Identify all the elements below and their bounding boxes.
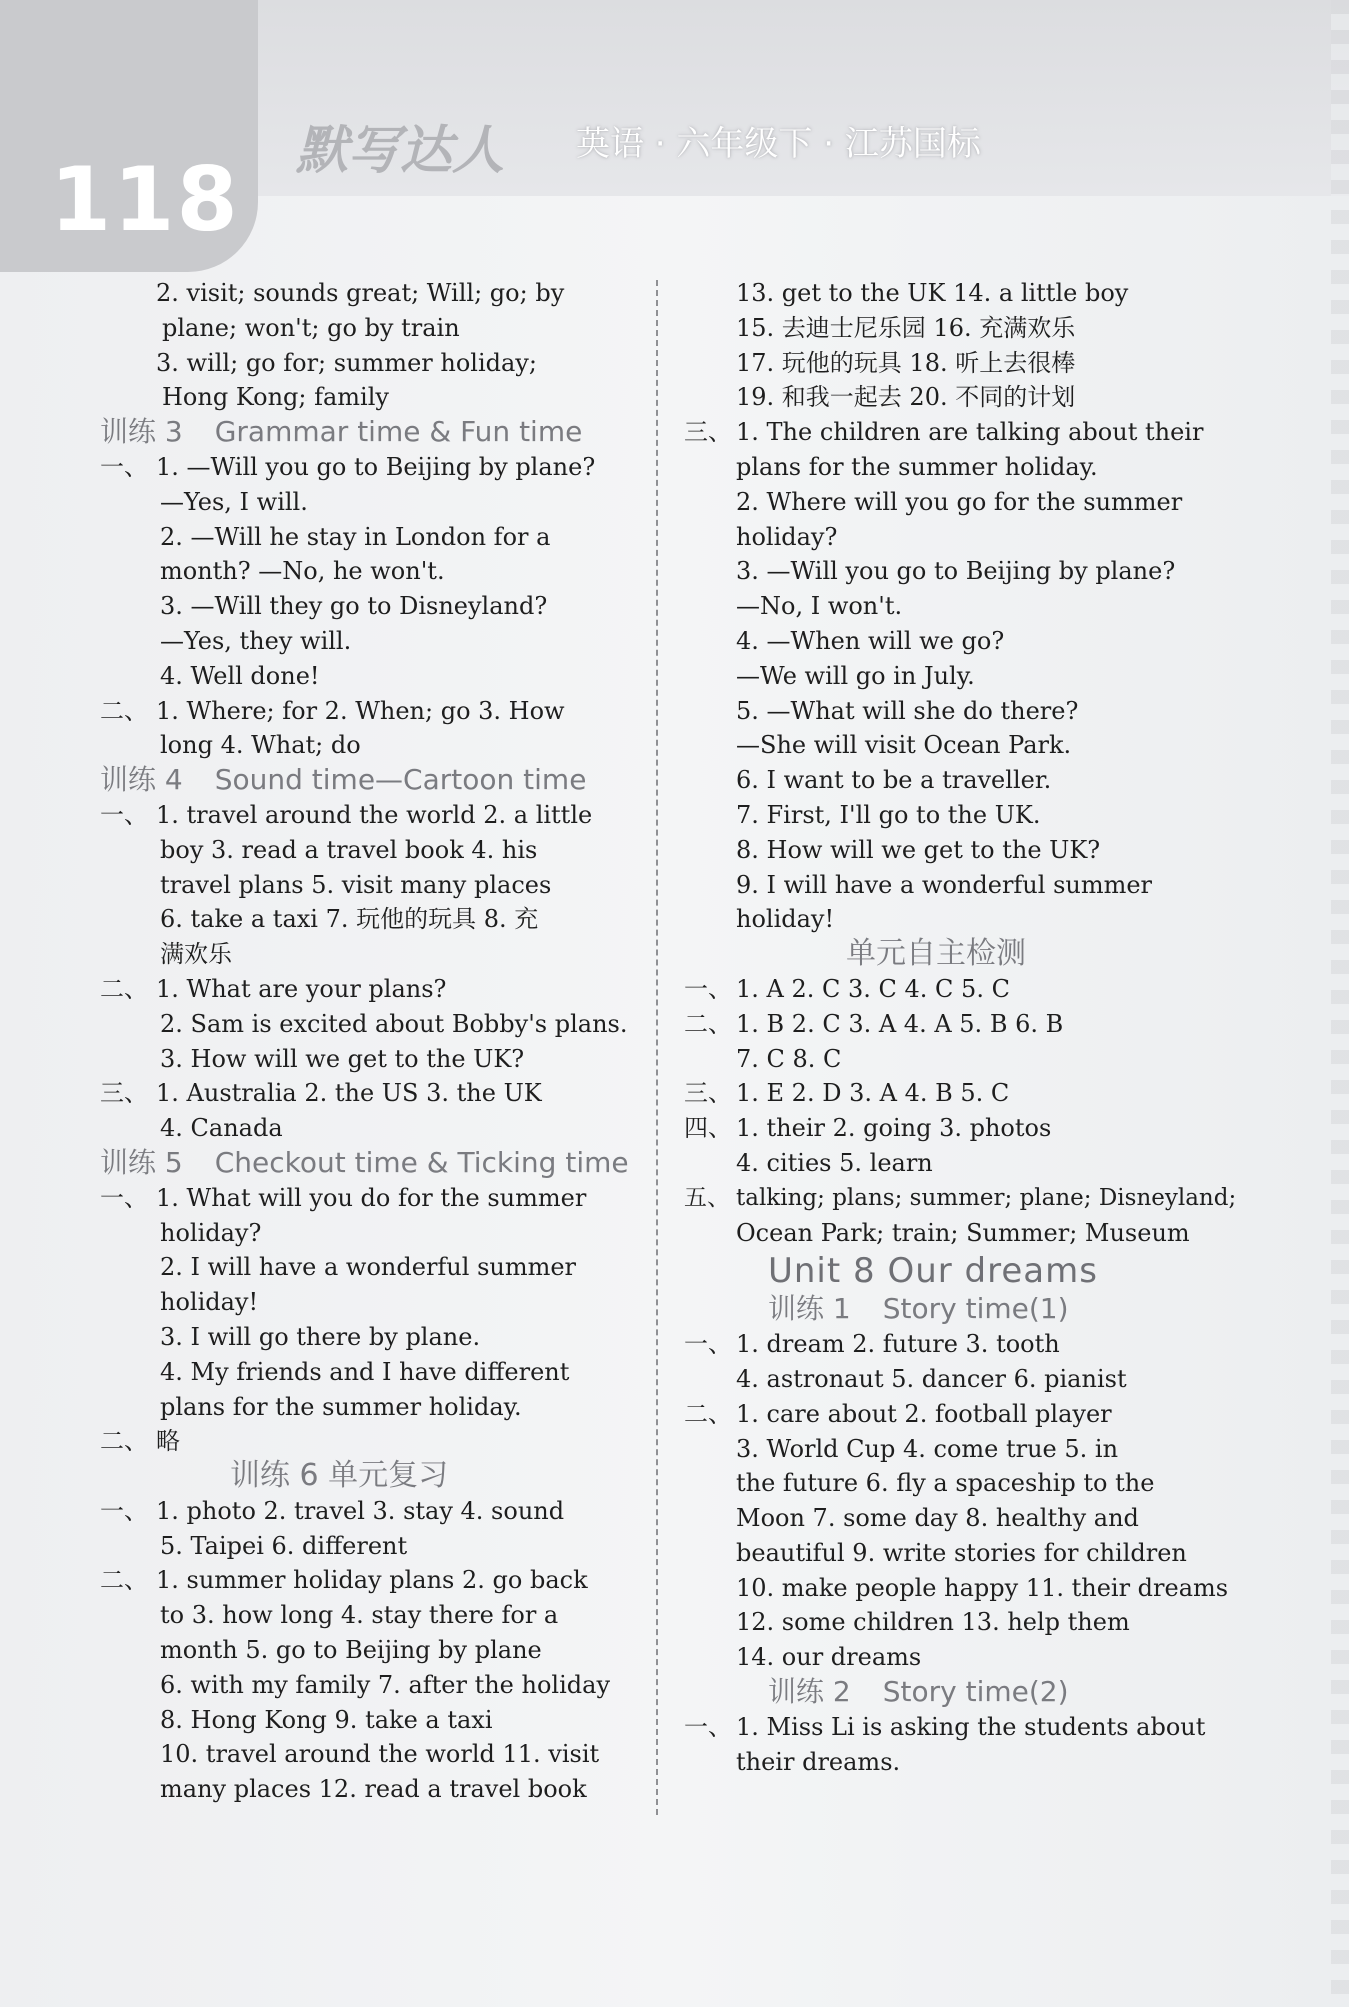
answer-line: 19. 和我一起去 20. 不同的计划 bbox=[736, 383, 1076, 412]
section-title: Sound time—Cartoon time bbox=[214, 763, 587, 797]
answer-line: 3. I will go there by plane. bbox=[160, 1322, 481, 1351]
answer-line: plans for the summer holiday. bbox=[736, 452, 1098, 481]
answer-line: 1. —Will you go to Beijing by plane? bbox=[156, 452, 596, 481]
answer-line: —She will visit Ocean Park. bbox=[736, 731, 1072, 760]
section-number: 训练 2 bbox=[768, 1675, 851, 1709]
part-marker: 二、 bbox=[100, 696, 148, 725]
answer-line: 7. First, I'll go to the UK. bbox=[736, 800, 1041, 829]
right-column bbox=[684, 276, 1237, 1779]
answer-line: 1. their 2. going 3. photos bbox=[736, 1114, 1052, 1143]
part-marker: 二、 bbox=[684, 1399, 732, 1428]
answer-line: 1. B 2. C 3. A 4. A 5. B 6. B bbox=[736, 1009, 1064, 1038]
answer-line: 1. What are your plans? bbox=[156, 974, 447, 1003]
unit8-section-heading-1 bbox=[684, 1292, 1214, 1327]
answer-line: holiday! bbox=[736, 905, 835, 934]
answer-line: 3. will; go for; summer holiday; bbox=[156, 348, 537, 377]
answer-line: 6. take a taxi 7. 玩他的玩具 8. 充 bbox=[160, 905, 539, 934]
part-marker: 一、 bbox=[100, 800, 148, 829]
part-marker: 一、 bbox=[684, 1330, 732, 1359]
answer-line: holiday! bbox=[160, 1288, 259, 1317]
section-heading-4 bbox=[100, 763, 640, 798]
answer-line: 1. The children are talking about their bbox=[736, 418, 1204, 447]
answer-line: holiday? bbox=[160, 1218, 262, 1247]
answer-line: 1. summer holiday plans 2. go back bbox=[156, 1566, 588, 1595]
answer-line: 17. 玩他的玩具 18. 听上去很棒 bbox=[736, 348, 1076, 377]
part-marker: 二、 bbox=[100, 1566, 148, 1595]
answer-line: long 4. What; do bbox=[160, 731, 361, 760]
answer-line: the future 6. fly a spaceship to the bbox=[736, 1469, 1155, 1498]
part-marker: 一、 bbox=[100, 452, 148, 481]
answer-line: 3. How will we get to the UK? bbox=[160, 1044, 525, 1073]
answer-line: 8. Hong Kong 9. take a taxi bbox=[160, 1705, 493, 1734]
answer-line: 1. care about 2. football player bbox=[736, 1399, 1112, 1428]
answer-line: 1. What will you do for the summer bbox=[156, 1183, 587, 1212]
part-marker: 一、 bbox=[684, 1712, 732, 1741]
part-marker: 五、 bbox=[684, 1184, 730, 1211]
part-marker: 四、 bbox=[684, 1114, 732, 1143]
answer-line: boy 3. read a travel book 4. his bbox=[160, 835, 538, 864]
answer-line: 4. cities 5. learn bbox=[736, 1148, 933, 1177]
page-number: 118 bbox=[50, 148, 240, 251]
answer-line: 12. some children 13. help them bbox=[736, 1608, 1130, 1637]
answer-line: 2. Where will you go for the summer bbox=[736, 487, 1183, 516]
part-marker: 一、 bbox=[100, 1183, 148, 1212]
answer-line: 1. photo 2. travel 3. stay 4. sound bbox=[156, 1496, 565, 1525]
torn-edge bbox=[1331, 0, 1349, 2007]
left-column bbox=[100, 276, 640, 1807]
answer-line: 7. C 8. C bbox=[736, 1044, 842, 1073]
section-number: 训练 4 bbox=[100, 763, 183, 797]
section-number: 训练 3 bbox=[100, 415, 183, 449]
section-title: Story time(2) bbox=[882, 1675, 1069, 1709]
answer-line: 1. travel around the world 2. a little bbox=[156, 800, 593, 829]
answer-line: 略 bbox=[156, 1427, 180, 1456]
section-heading-5 bbox=[100, 1146, 640, 1181]
part-marker: 一、 bbox=[100, 1496, 148, 1525]
answer-line: 2. —Will he stay in London for a bbox=[160, 522, 551, 551]
answer-line: 13. get to the UK 14. a little boy bbox=[736, 279, 1129, 307]
section-heading-3 bbox=[100, 415, 640, 450]
answer-line: 1. Miss Li is asking the students about bbox=[736, 1712, 1206, 1741]
section-title: Checkout time & Ticking time bbox=[214, 1145, 629, 1179]
answer-line: talking; plans; summer; plane; Disneyland; bbox=[736, 1184, 1237, 1211]
answer-line: —Yes, I will. bbox=[160, 487, 308, 516]
answer-line: to 3. how long 4. stay there for a bbox=[160, 1601, 559, 1630]
answer-line: 4. astronaut 5. dancer 6. pianist bbox=[736, 1364, 1127, 1393]
answer-line: —We will go in July. bbox=[736, 661, 975, 690]
answer-line: their dreams. bbox=[736, 1747, 901, 1776]
answer-line: 2. Sam is excited about Bobby's plans. bbox=[160, 1009, 628, 1038]
part-marker: 三、 bbox=[684, 418, 732, 447]
part-marker: 二、 bbox=[100, 974, 148, 1003]
answer-line: 3. —Will they go to Disneyland? bbox=[160, 592, 548, 621]
answer-line: 1. dream 2. future 3. tooth bbox=[736, 1330, 1060, 1359]
section-number: 训练 1 bbox=[768, 1292, 851, 1326]
book-subtitle: 英语 · 六年级下 · 江苏国标 bbox=[576, 124, 981, 164]
answer-line: 5. Taipei 6. different bbox=[160, 1531, 408, 1560]
answer-line: beautiful 9. write stories for children bbox=[736, 1538, 1187, 1567]
answer-line: plans for the summer holiday. bbox=[160, 1392, 522, 1421]
answer-line: holiday? bbox=[736, 522, 838, 551]
answer-line: 1. Australia 2. the US 3. the UK bbox=[156, 1079, 542, 1108]
answer-line: 5. —What will she do there? bbox=[736, 696, 1079, 725]
answer-line: Ocean Park; train; Summer; Museum bbox=[736, 1218, 1190, 1247]
answer-line: many places 12. read a travel book bbox=[160, 1775, 587, 1804]
answer-line: Hong Kong; family bbox=[162, 383, 389, 412]
answer-line: 3. —Will you go to Beijing by plane? bbox=[736, 557, 1176, 586]
answer-line: 4. My friends and I have different bbox=[160, 1357, 570, 1386]
part-marker: 二、 bbox=[100, 1427, 148, 1456]
answer-line: month? —No, he won't. bbox=[160, 557, 445, 586]
answer-line: 10. make people happy 11. their dreams bbox=[736, 1573, 1229, 1602]
answer-line: 1. E 2. D 3. A 4. B 5. C bbox=[736, 1079, 1010, 1108]
section-title: Grammar time & Fun time bbox=[214, 415, 583, 449]
section-title: Story time(1) bbox=[882, 1292, 1069, 1326]
section-number: 训练 5 bbox=[100, 1145, 183, 1179]
answer-line: 1. A 2. C 3. C 4. C 5. C bbox=[736, 974, 1010, 1003]
answer-line: Moon 7. some day 8. healthy and bbox=[736, 1504, 1139, 1533]
unit8-section-heading-2 bbox=[684, 1675, 1214, 1710]
brand-title: 默写达人 bbox=[296, 121, 505, 181]
answer-line: 2. I will have a wonderful summer bbox=[160, 1253, 577, 1282]
answer-line: 14. our dreams bbox=[736, 1643, 922, 1672]
part-marker: 三、 bbox=[100, 1079, 148, 1108]
answer-line: —Yes, they will. bbox=[160, 626, 352, 655]
section-heading-6: 训练 6 单元复习 bbox=[230, 1458, 449, 1494]
answer-line: 3. World Cup 4. come true 5. in bbox=[736, 1434, 1119, 1463]
unit-8-heading: Unit 8 Our dreams bbox=[768, 1251, 1098, 1292]
answer-line: 10. travel around the world 11. visit bbox=[160, 1740, 600, 1769]
answer-line: 4. Well done! bbox=[160, 661, 320, 690]
answer-line: 8. How will we get to the UK? bbox=[736, 835, 1101, 864]
column-divider bbox=[656, 280, 658, 1815]
answer-line: travel plans 5. visit many places bbox=[160, 870, 552, 899]
part-marker: 三、 bbox=[684, 1079, 732, 1108]
answer-line: 1. Where; for 2. When; go 3. How bbox=[156, 696, 565, 725]
answer-line: plane; won't; go by train bbox=[162, 313, 460, 342]
part-marker: 二、 bbox=[684, 1009, 732, 1038]
answer-line: 4. —When will we go? bbox=[736, 626, 1005, 655]
answer-line: 4. Canada bbox=[160, 1114, 283, 1143]
answer-line: month 5. go to Beijing by plane bbox=[160, 1636, 542, 1665]
answer-line: 9. I will have a wonderful summer bbox=[736, 870, 1153, 899]
answer-line: —No, I won't. bbox=[736, 592, 903, 621]
answer-line: 6. I want to be a traveller. bbox=[736, 766, 1052, 795]
part-marker: 一、 bbox=[684, 974, 732, 1003]
answer-line: 15. 去迪士尼乐园 16. 充满欢乐 bbox=[736, 313, 1076, 342]
answer-line: 满欢乐 bbox=[160, 940, 232, 969]
unit-test-heading: 单元自主检测 bbox=[846, 936, 1026, 972]
answer-line: 2. visit; sounds great; Will; go; by bbox=[156, 279, 565, 307]
answer-line: 6. with my family 7. after the holiday bbox=[160, 1670, 610, 1699]
